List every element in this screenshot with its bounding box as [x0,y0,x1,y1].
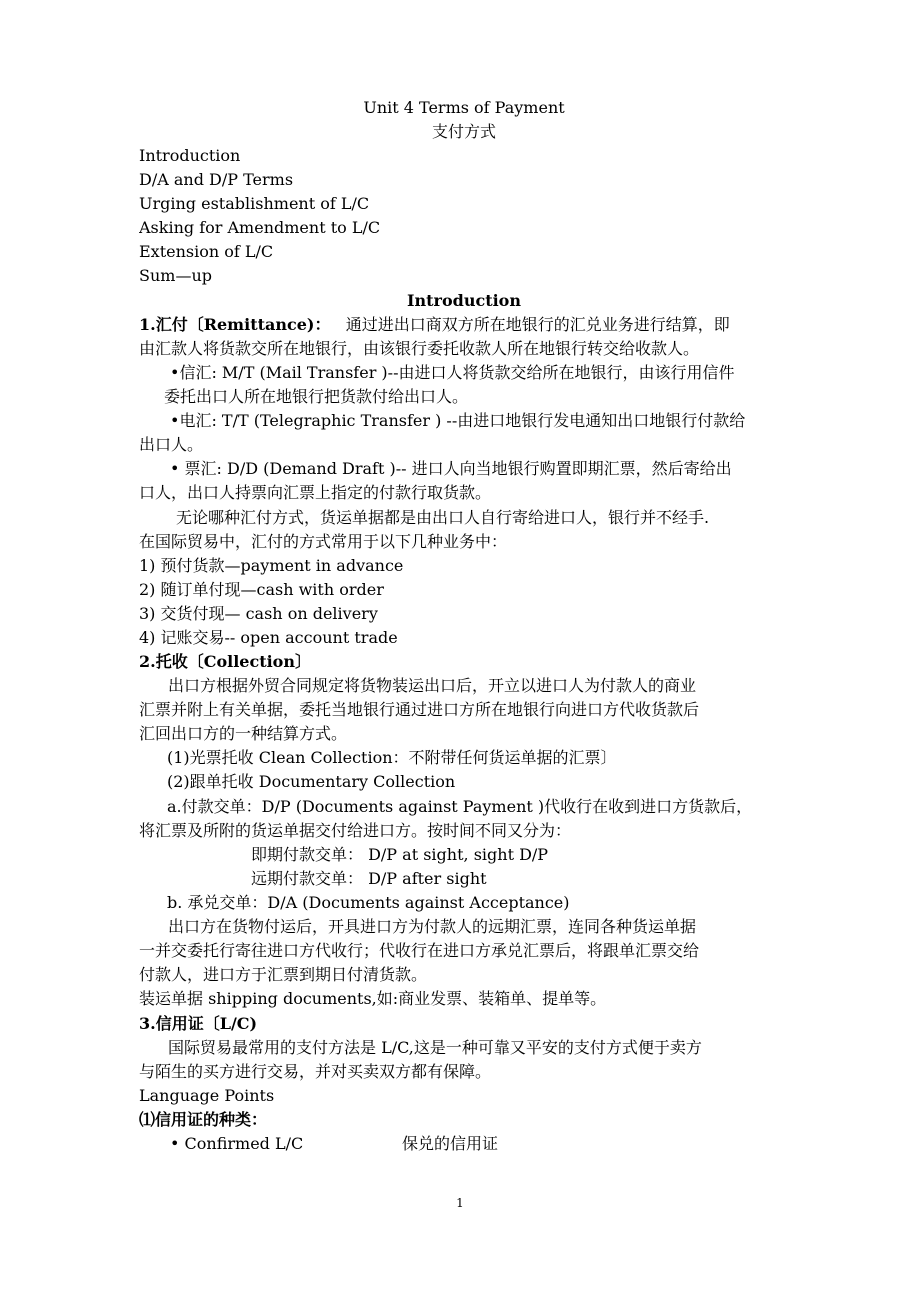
document-subtitle: 支付方式 [431,122,496,141]
documents-against-acceptance-line: b. 承兑交单：D/A (Documents against Acceptance) [167,893,570,912]
clean-collection-line: (1)光票托收 Clean Collection：不附带任何货运单据的汇票〕 [167,748,617,767]
paragraph-line: 付款人，进口方于汇票到期日付清货款。 [139,965,428,984]
toc-item: Extension of L/C [139,242,274,261]
paragraph-line: 与陌生的买方进行交易，并对买卖双方都有保障。 [139,1062,492,1081]
language-points-label: Language Points [139,1086,275,1105]
paragraph-line: 出口方在货物付运后，开具进口方为付款人的远期汇票，连同各种货运单据 [168,917,697,936]
confirmed-lc-translation: 保兑的信用证 [402,1134,499,1153]
list-item: 1) 预付货款—payment in advance [139,556,404,575]
paragraph-line: 汇票并附上有关单据，委托当地银行通过进口方所在地银行向进口方代收货款后 [139,700,700,719]
dp-after-sight-line: 远期付款交单： D/P after sight [251,869,487,888]
demand-draft-line: • 票汇: D/D (Demand Draft )-- 进口人向当地银行购置即期汇票，然后寄给出 [170,459,732,478]
paragraph-line: 在国际贸易中，汇付的方式常用于以下几种业务中： [139,532,508,551]
dp-at-sight-line: 即期付款交单： D/P at sight, sight D/P [251,845,549,864]
paragraph-line: 汇回出口方的一种结算方式。 [139,724,348,743]
toc-item: Sum—up [139,266,212,285]
page-number: 1 [456,1196,464,1210]
confirmed-lc-item: • Confirmed L/C [170,1134,304,1153]
remittance-line-1 [139,313,789,337]
paragraph-line: 出口人。 [139,435,204,454]
shipping-documents-line: 装运单据 shipping documents,如:商业发票、装箱单、提单等。 [139,989,607,1008]
document-title: Unit 4 Terms of Payment [363,98,565,117]
mail-transfer-line: •信汇: M/T (Mail Transfer )--由进口人将货款交给所在地银行，由该行用信件 [170,363,735,382]
paragraph-line: 出口方根据外贸合同规定将货物装运出口后，开立以进口人为付款人的商业 [168,676,697,695]
collection-heading: 2.托收〔Collection〕 [139,652,311,671]
paragraph-line: 无论哪种汇付方式，货运单据都是由出口人自行寄给进口人，银行并不经手. [176,508,710,527]
paragraph-line: 口人，出口人持票向汇票上指定的付款行取货款。 [139,483,492,502]
paragraph-line: 一并交委托行寄往进口方代收行；代收行在进口方承兑汇票后，将跟单汇票交给 [139,941,700,960]
toc-item: D/A and D/P Terms [139,170,294,189]
remittance-text: 通过进出口商双方所在地银行的汇兑业务进行结算，即 [345,315,730,334]
letter-of-credit-heading: 3.信用证〔L/C) [139,1014,258,1033]
section-heading-introduction: Introduction [407,291,521,310]
documentary-collection-line: (2)跟单托收 Documentary Collection [167,772,456,791]
toc-item: Introduction [139,146,241,165]
list-item: 3) 交货付现— cash on delivery [139,604,378,623]
lc-kinds-heading: ⑴信用证的种类： [139,1110,268,1129]
list-item: 4) 记账交易-- open account trade [139,628,398,647]
paragraph-line: 由汇款人将货款交所在地银行，由该银行委托收款人所在地银行转交给收款人。 [139,339,700,358]
toc-item: Asking for Amendment to L/C [139,218,381,237]
paragraph-line: 将汇票及所附的货运单据交付给进口方。按时间不同又分为： [139,821,572,840]
remittance-heading: 1.汇付〔Remittance)： [139,315,331,334]
documents-against-payment-line: a.付款交单：D/P (Documents against Payment )代收行在收到进口方货款后， [167,797,753,816]
toc-item: Urging establishment of L/C [139,194,370,213]
telegraphic-transfer-line: •电汇: T/T (Telegraphic Transfer ) --由进口地银行发电通知出口地银行付款给 [170,411,746,430]
list-item: 2) 随订单付现—cash with order [139,580,384,599]
paragraph-line: 国际贸易最常用的支付方法是 L/C,这是一种可靠又平安的支付方式便于卖方 [168,1038,702,1057]
paragraph-line: 委托出口人所在地银行把货款付给出口人。 [164,387,469,406]
